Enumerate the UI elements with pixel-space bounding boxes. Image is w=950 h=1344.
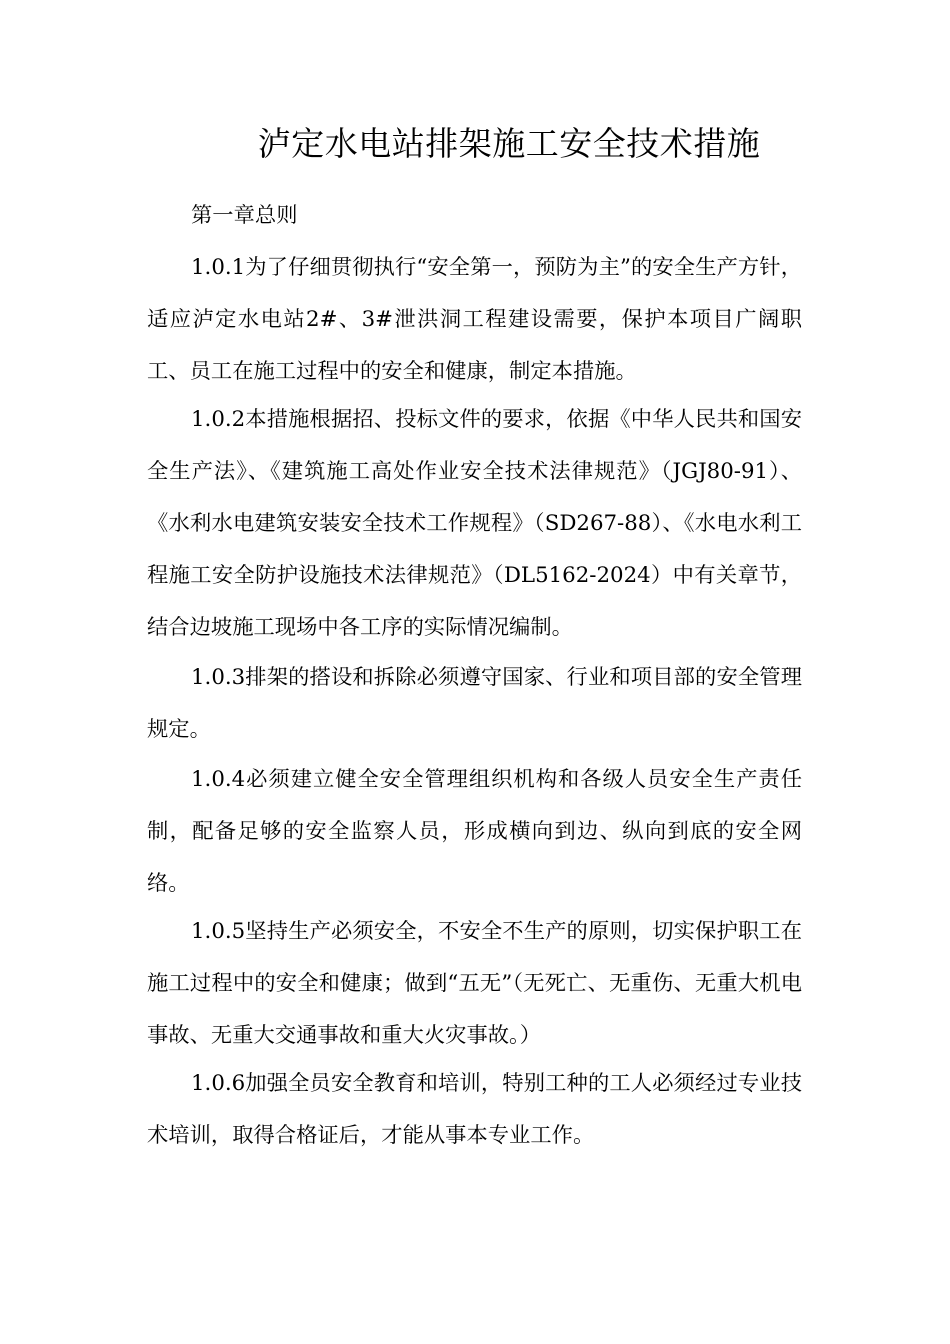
chapter-heading: 第一章总则 bbox=[191, 203, 298, 228]
document-title: 泸定水电站排架施工安全技术措施 bbox=[257, 124, 761, 163]
paragraph-1-0-4: 1.0.4必须建立健全安全管理组织机构和各级人员安全生产责任制，配备足够的安全监察人员，形成横向到边、纵向到底的安全网络。 bbox=[147, 767, 802, 896]
paragraph-1-0-2: 1.0.2本措施根据招、投标文件的要求，依据《中华人民共和国安全生产法》、《建筑施工高处作业安全技术法律规范》（JGJ80-91）、《水利水电建筑安装安全技术工作规程》（SD267-88）、《水电水利工程施工安全防护设施技术法律规范》（DL5162-2024）中有关章节，结合边坡施工现场中各工序的实际情况编制。 bbox=[147, 407, 802, 640]
paragraph-1-0-3: 1.0.3排架的搭设和拆除必须遵守国家、行业和项目部的安全管理规定。 bbox=[147, 665, 802, 742]
paragraph-1-0-1: 1.0.1为了仔细贯彻执行“安全第一，预防为主”的安全生产方针，适应泸定水电站2#、3#泄洪洞工程建设需要，保护本项目广阔职工、员工在施工过程中的安全和健康，制定本措施。 bbox=[147, 255, 802, 384]
paragraph-1-0-6: 1.0.6加强全员安全教育和培训，特别工种的工人必须经过专业技术培训，取得合格证后，才能从事本专业工作。 bbox=[147, 1071, 802, 1148]
paragraph-1-0-5: 1.0.5坚持生产必须安全，不安全不生产的原则，切实保护职工在施工过程中的安全和健康；做到“五无”（无死亡、无重伤、无重大机电事故、无重大交通事故和重大火灾事故。） bbox=[147, 919, 802, 1048]
